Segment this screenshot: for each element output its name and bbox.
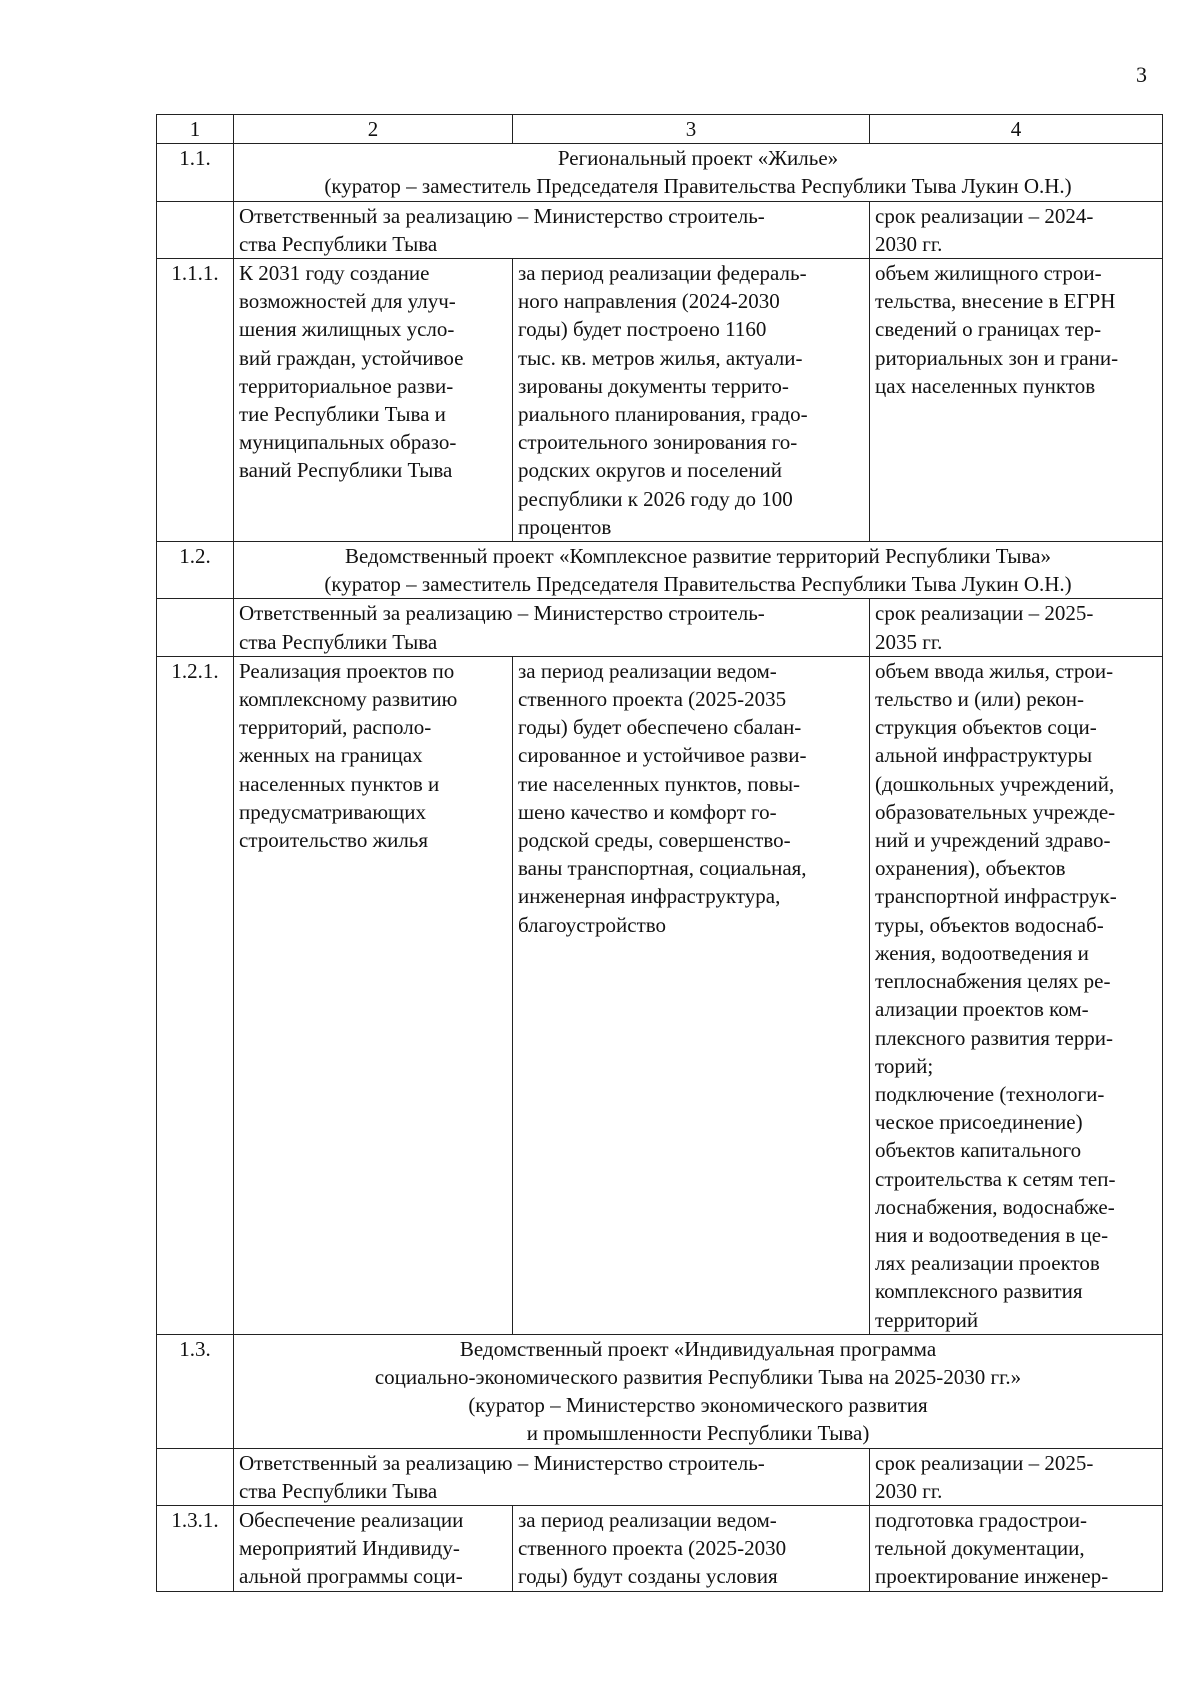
- item-task: Реализация проектов по комплексному развитию территорий, располо- женных на границах населенных пунктов и предусматривающих строительство жилья: [234, 656, 513, 1334]
- empty-cell: [157, 599, 234, 656]
- table-header-row: [157, 115, 1163, 144]
- item-link: объем ввода жилья, строи- тельство и (или) рекон- струкция объектов соци- альной инфраструктуры (дошкольных учреждений, образовательных учрежде- ний и учреждений здраво- охранения), объектов транспортной инфраструк- туры, объектов водоснаб- жения, водоотведения и теплоснабжения целях ре- ализации проектов ком- плексного развития терри- торий; подключение (технологи- ческое присоединение) объектов капитального строительства к сетям теп- лоснабжения, водоснабже- ния и водоотведения в це- лях реализации проектов комплексного развития территорий: [870, 656, 1163, 1334]
- section-title-row: [157, 542, 1163, 599]
- section-title: Ведомственный проект «Индивидуальная программа социально-экономического развития Республики Тыва на 2025-2030 гг.» (куратор – Министерство экономического развития и промышленности Республики Тыва): [234, 1334, 1163, 1448]
- table-row: [157, 656, 1163, 1334]
- table-row: [157, 1505, 1163, 1591]
- responsible-row: [157, 201, 1163, 258]
- section-number: 1.2.: [157, 542, 234, 599]
- term-text: срок реализации – 2025- 2030 гг.: [870, 1448, 1163, 1505]
- item-number: 1.3.1.: [157, 1505, 234, 1591]
- header-col-1: 1: [157, 115, 234, 144]
- header-col-4: 4: [870, 115, 1163, 144]
- measures-table: [156, 114, 1163, 1592]
- empty-cell: [157, 201, 234, 258]
- section-title: Ведомственный проект «Комплексное развитие территорий Республики Тыва» (куратор – заместитель Председателя Правительства Республики Тыва Лукин О.Н.): [234, 542, 1163, 599]
- section-title: Региональный проект «Жилье» (куратор – заместитель Председателя Правительства Республики Тыва Лукин О.Н.): [234, 144, 1163, 201]
- item-description: за период реализации федераль- ного направления (2024-2030 годы) будет построено 1160 тыс. кв. метров жилья, актуали- зированы документы террито- риального планирования, градо- строительного зонирования го- родских округов и поселений республики к 2026 году до 100 процентов: [513, 259, 870, 542]
- item-description: за период реализации ведом- ственного проекта (2025-2035 годы) будет обеспечено сбалан- сированное и устойчивое разви- тие населенных пунктов, повы- шено качество и комфорт го- родской среды, совершенство- ваны транспортная, социальная, инженерная инфраструктура, благоустройство: [513, 656, 870, 1334]
- item-description: за период реализации ведом- ственного проекта (2025-2030 годы) будут созданы условия: [513, 1505, 870, 1591]
- item-task: Обеспечение реализации мероприятий Индивиду- альной программы соци-: [234, 1505, 513, 1591]
- page-number: 3: [1136, 62, 1147, 87]
- header-col-2: 2: [234, 115, 513, 144]
- section-number: 1.3.: [157, 1334, 234, 1448]
- term-text: срок реализации – 2024- 2030 гг.: [870, 201, 1163, 258]
- responsible-row: [157, 1448, 1163, 1505]
- responsible-text: Ответственный за реализацию – Министерство строитель- ства Республики Тыва: [234, 201, 870, 258]
- term-text: срок реализации – 2025- 2035 гг.: [870, 599, 1163, 656]
- table-row: [157, 259, 1163, 542]
- empty-cell: [157, 1448, 234, 1505]
- section-number: 1.1.: [157, 144, 234, 201]
- item-link: объем жилищного строи- тельства, внесение в ЕГРН сведений о границах тер- риториальных зон и грани- цах населенных пунктов: [870, 259, 1163, 542]
- header-col-3: 3: [513, 115, 870, 144]
- responsible-text: Ответственный за реализацию – Министерство строитель- ства Республики Тыва: [234, 599, 870, 656]
- section-title-row: [157, 1334, 1163, 1448]
- responsible-text: Ответственный за реализацию – Министерство строитель- ства Республики Тыва: [234, 1448, 870, 1505]
- item-task: К 2031 году создание возможностей для улуч- шения жилищных усло- вий граждан, устойчивое территориальное разви- тие Республики Тыва и муниципальных образо- ваний Республики Тыва: [234, 259, 513, 542]
- section-title-row: [157, 144, 1163, 201]
- item-link: подготовка градострои- тельной документации, проектирование инженер-: [870, 1505, 1163, 1591]
- responsible-row: [157, 599, 1163, 656]
- item-number: 1.2.1.: [157, 656, 234, 1334]
- item-number: 1.1.1.: [157, 259, 234, 542]
